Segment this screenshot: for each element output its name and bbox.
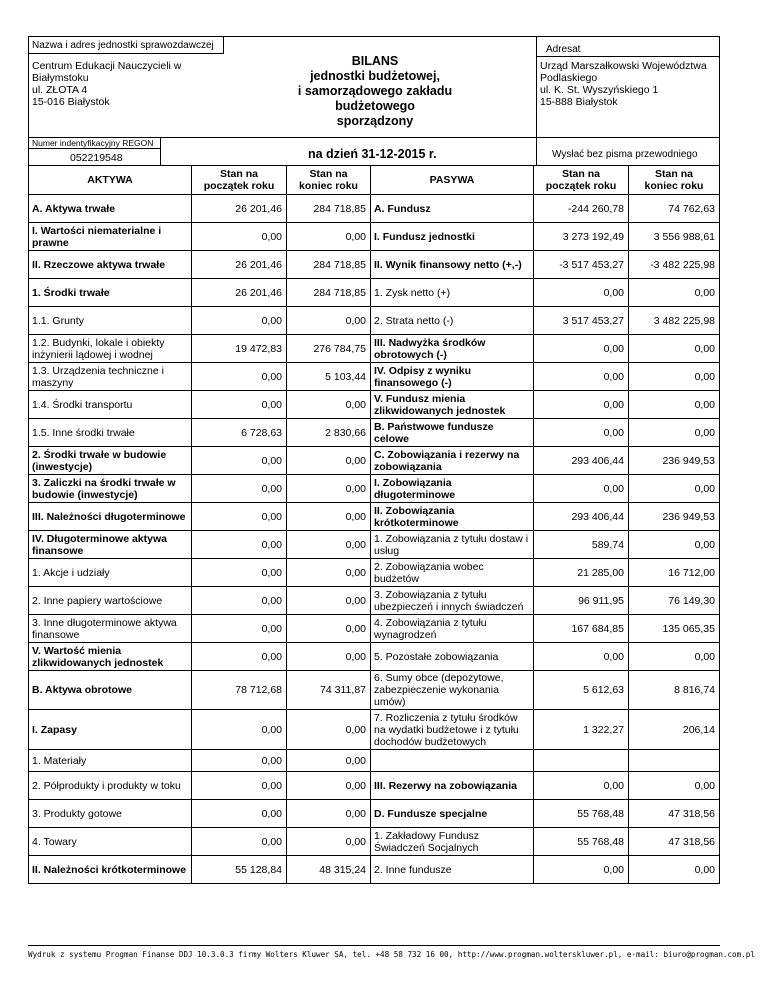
pasywa-end-value: -3 482 225,98 (629, 251, 720, 279)
pasywa-cell: II. Zobowiązania krótkoterminowe (371, 503, 534, 531)
aktywa-start-value: 0,00 (192, 828, 287, 856)
aktywa-cell: 3. Inne długoterminowe aktywa finansowe (29, 615, 192, 643)
aktywa-cell: A. Aktywa trwałe (29, 195, 192, 223)
aktywa-start-value: 0,00 (192, 307, 287, 335)
pasywa-cell: I. Fundusz jednostki (371, 223, 534, 251)
date-line: na dzień 31-12-2015 r. (308, 147, 437, 161)
aktywa-start-value: 55 128,84 (192, 856, 287, 884)
pasywa-cell: A. Fundusz (371, 195, 534, 223)
aktywa-start-value: 0,00 (192, 615, 287, 643)
aktywa-cell: V. Wartość mienia zlikwidowanych jednostek (29, 643, 192, 671)
pasywa-start-value: 3 273 192,49 (534, 223, 629, 251)
aktywa-start-value: 0,00 (192, 800, 287, 828)
pasywa-end-value: 0,00 (629, 335, 720, 363)
pasywa-end-value: 0,00 (629, 363, 720, 391)
pasywa-cell: 2. Zobowiązania wobec budżetów (371, 559, 534, 587)
table-row (29, 503, 720, 531)
pasywa-cell: C. Zobowiązania i rezerwy na zobowiązania (371, 447, 534, 475)
aktywa-cell: 1. Materiały (29, 750, 192, 772)
table-row (29, 195, 720, 223)
aktywa-cell: 4. Towary (29, 828, 192, 856)
pasywa-start-value: 293 406,44 (534, 447, 629, 475)
aktywa-cell: II. Należności krótkoterminowe (29, 856, 192, 884)
pasywa-start-value: 0,00 (534, 419, 629, 447)
aktywa-end-value: 0,00 (287, 503, 371, 531)
pasywa-cell: 4. Zobowiązania z tytułu wynagrodzeń (371, 615, 534, 643)
aktywa-cell: 3. Produkty gotowe (29, 800, 192, 828)
pasywa-end-value: 16 712,00 (629, 559, 720, 587)
aktywa-end-value: 74 311,87 (287, 671, 371, 710)
aktywa-start-value: 0,00 (192, 750, 287, 772)
table-row (29, 772, 720, 800)
aktywa-end-value: 0,00 (287, 391, 371, 419)
pasywa-start-value: 0,00 (534, 643, 629, 671)
aktywa-cell: 2. Półprodukty i produkty w toku (29, 772, 192, 800)
table-row (29, 279, 720, 307)
pasywa-cell: IV. Odpisy z wyniku finansowego (-) (371, 363, 534, 391)
pasywa-cell: 2. Strata netto (-) (371, 307, 534, 335)
aktywa-end-value: 0,00 (287, 475, 371, 503)
pasywa-start-value: 167 684,85 (534, 615, 629, 643)
aktywa-end-value: 284 718,85 (287, 251, 371, 279)
col-end2: Stan na koniec roku (629, 166, 720, 195)
pasywa-cell: 1. Zakładowy Fundusz Świadczeń Socjalnych (371, 828, 534, 856)
aktywa-end-value: 0,00 (287, 643, 371, 671)
pasywa-end-value: 0,00 (629, 475, 720, 503)
table-row (29, 710, 720, 750)
aktywa-start-value: 0,00 (192, 710, 287, 750)
aktywa-cell: 1. Środki trwałe (29, 279, 192, 307)
table-row (29, 750, 720, 772)
pasywa-end-value: 47 318,56 (629, 800, 720, 828)
aktywa-start-value: 26 201,46 (192, 195, 287, 223)
aktywa-start-value: 6 728,63 (192, 419, 287, 447)
divider (536, 56, 720, 57)
pasywa-end-value: 236 949,53 (629, 447, 720, 475)
pasywa-start-value: -3 517 453,27 (534, 251, 629, 279)
pasywa-end-value: 0,00 (629, 531, 720, 559)
table-row (29, 419, 720, 447)
table-row (29, 856, 720, 884)
aktywa-cell: 1.2. Budynki, lokale i obiekty inżynierii lądowej i wodnej (29, 335, 192, 363)
pasywa-end-value: 0,00 (629, 391, 720, 419)
table-row (29, 307, 720, 335)
pasywa-end-value: 0,00 (629, 643, 720, 671)
col-pasywa: PASYWA (371, 166, 534, 195)
aktywa-cell: III. Należności długoterminowe (29, 503, 192, 531)
balance-table (28, 165, 720, 884)
pasywa-end-value: 76 149,30 (629, 587, 720, 615)
pasywa-cell: III. Rezerwy na zobowiązania (371, 772, 534, 800)
pasywa-start-value: 5 612,63 (534, 671, 629, 710)
pasywa-start-value: -244 260,78 (534, 195, 629, 223)
pasywa-cell: D. Fundusze specjalne (371, 800, 534, 828)
pasywa-end-value: 0,00 (629, 279, 720, 307)
aktywa-end-value: 0,00 (287, 800, 371, 828)
col-start2: Stan na początek roku (534, 166, 629, 195)
pasywa-start-value: 0,00 (534, 856, 629, 884)
pasywa-cell: 3. Zobowiązania z tytułu ubezpieczeń i innych świadczeń (371, 587, 534, 615)
aktywa-start-value: 0,00 (192, 223, 287, 251)
table-body (29, 195, 720, 884)
aktywa-start-value: 0,00 (192, 559, 287, 587)
pasywa-cell: V. Fundusz mienia zlikwidowanych jednostek (371, 391, 534, 419)
pasywa-cell: II. Wynik finansowy netto (+,-) (371, 251, 534, 279)
pasywa-start-value: 0,00 (534, 363, 629, 391)
pasywa-cell: 2. Inne fundusze (371, 856, 534, 884)
table-row (29, 251, 720, 279)
aktywa-end-value: 284 718,85 (287, 195, 371, 223)
aktywa-end-value: 284 718,85 (287, 279, 371, 307)
table-row (29, 643, 720, 671)
aktywa-start-value: 0,00 (192, 643, 287, 671)
divider (28, 148, 160, 149)
pasywa-end-value: 135 065,35 (629, 615, 720, 643)
aktywa-start-value: 0,00 (192, 447, 287, 475)
regon-label: Numer indentyfikacyjny REGON (32, 138, 154, 148)
aktywa-start-value: 0,00 (192, 503, 287, 531)
aktywa-start-value: 0,00 (192, 363, 287, 391)
table-row (29, 335, 720, 363)
aktywa-end-value: 0,00 (287, 447, 371, 475)
aktywa-end-value: 0,00 (287, 772, 371, 800)
table-row (29, 531, 720, 559)
aktywa-start-value: 26 201,46 (192, 251, 287, 279)
pasywa-end-value: 206,14 (629, 710, 720, 750)
table-row (29, 447, 720, 475)
table-row (29, 475, 720, 503)
aktywa-cell: 1.4. Środki transportu (29, 391, 192, 419)
aktywa-start-value: 0,00 (192, 587, 287, 615)
pasywa-end-value: 3 482 225,98 (629, 307, 720, 335)
pasywa-end-value: 0,00 (629, 772, 720, 800)
col-start: Stan na początek roku (192, 166, 287, 195)
pasywa-start-value: 1 322,27 (534, 710, 629, 750)
aktywa-start-value: 78 712,68 (192, 671, 287, 710)
footer-note: Wydruk z systemu Progman Finanse DDJ 10.3.0.3 firmy Wolters Kluwer SA, tel. +48 58 732 16 00, http://www.progman.wolterskluwer.pl, e-mail: biuro@progman.com.pl (28, 945, 720, 959)
table-row (29, 615, 720, 643)
pasywa-start-value: 0,00 (534, 335, 629, 363)
table-row (29, 587, 720, 615)
reporting-label: Nazwa i adres jednostki sprawozdawczej (32, 40, 214, 51)
aktywa-cell: 2. Środki trwałe w budowie (inwestycje) (29, 447, 192, 475)
aktywa-cell: 1. Akcje i udziały (29, 559, 192, 587)
aktywa-end-value: 276 784,75 (287, 335, 371, 363)
aktywa-start-value: 0,00 (192, 772, 287, 800)
pasywa-start-value: 293 406,44 (534, 503, 629, 531)
pasywa-start-value: 55 768,48 (534, 828, 629, 856)
pasywa-cell: 6. Sumy obce (depozytowe, zabezpieczenie wykonania umów) (371, 671, 534, 710)
pasywa-cell: 5. Pozostałe zobowiązania (371, 643, 534, 671)
aktywa-cell: II. Rzeczowe aktywa trwałe (29, 251, 192, 279)
table-row (29, 363, 720, 391)
pasywa-start-value: 0,00 (534, 772, 629, 800)
aktywa-cell: 1.3. Urządzenia techniczne i maszyny (29, 363, 192, 391)
aktywa-cell: 2. Inne papiery wartościowe (29, 587, 192, 615)
aktywa-end-value: 0,00 (287, 531, 371, 559)
table-row (29, 828, 720, 856)
pasywa-cell: B. Państwowe fundusze celowe (371, 419, 534, 447)
aktywa-end-value: 0,00 (287, 615, 371, 643)
aktywa-start-value: 0,00 (192, 391, 287, 419)
document-title: BILANS jednostki budżetowej, i samorządowego zakładu budżetowego sporządzony (297, 54, 453, 128)
aktywa-cell: I. Zapasy (29, 710, 192, 750)
pasywa-end-value: 0,00 (629, 856, 720, 884)
send-note: Wysłać bez pisma przewodniego (552, 149, 698, 160)
pasywa-end-value (629, 750, 720, 772)
aktywa-end-value: 0,00 (287, 223, 371, 251)
pasywa-start-value: 55 768,48 (534, 800, 629, 828)
pasywa-cell: 7. Rozliczenia z tytułu środków na wydatki budżetowe i z tytułu dochodów budżetowych (371, 710, 534, 750)
col-end: Stan na koniec roku (287, 166, 371, 195)
pasywa-start-value: 0,00 (534, 475, 629, 503)
aktywa-start-value: 0,00 (192, 475, 287, 503)
recipient: Urząd Marszałkowski Województwa Podlaskiego ul. K. St. Wyszyńskiego 1 15-888 Białystok (540, 60, 707, 108)
pasywa-cell: III. Nadwyżka środków obrotowych (-) (371, 335, 534, 363)
pasywa-end-value: 0,00 (629, 419, 720, 447)
aktywa-end-value: 2 830,66 (287, 419, 371, 447)
table-row (29, 559, 720, 587)
pasywa-start-value: 589,74 (534, 531, 629, 559)
pasywa-start-value: 3 517 453,27 (534, 307, 629, 335)
pasywa-cell: 1. Zysk netto (+) (371, 279, 534, 307)
aktywa-end-value: 0,00 (287, 750, 371, 772)
aktywa-cell: 1.5. Inne środki trwałe (29, 419, 192, 447)
aktywa-end-value: 0,00 (287, 307, 371, 335)
pasywa-cell: 1. Zobowiązania z tytułu dostaw i usług (371, 531, 534, 559)
pasywa-end-value: 47 318,56 (629, 828, 720, 856)
unit-name: Centrum Edukacji Nauczycieli w Białymstoku ul. ZŁOTA 4 15-016 Białystok (32, 60, 182, 108)
table-row (29, 800, 720, 828)
divider (160, 137, 161, 166)
pasywa-end-value: 74 762,63 (629, 195, 720, 223)
aktywa-end-value: 5 103,44 (287, 363, 371, 391)
table-row (29, 223, 720, 251)
col-aktywa: AKTYWA (29, 166, 192, 195)
aktywa-start-value: 26 201,46 (192, 279, 287, 307)
pasywa-cell: I. Zobowiązania długoterminowe (371, 475, 534, 503)
pasywa-start-value (534, 750, 629, 772)
aktywa-end-value: 0,00 (287, 828, 371, 856)
pasywa-start-value: 96 911,95 (534, 587, 629, 615)
aktywa-start-value: 0,00 (192, 531, 287, 559)
pasywa-start-value: 0,00 (534, 391, 629, 419)
pasywa-end-value: 8 816,74 (629, 671, 720, 710)
pasywa-start-value: 0,00 (534, 279, 629, 307)
aktywa-end-value: 0,00 (287, 559, 371, 587)
regon-number: 052219548 (70, 152, 123, 164)
aktywa-cell: IV. Długoterminowe aktywa finansowe (29, 531, 192, 559)
aktywa-cell: B. Aktywa obrotowe (29, 671, 192, 710)
aktywa-cell: I. Wartości niematerialne i prawne (29, 223, 192, 251)
pasywa-end-value: 236 949,53 (629, 503, 720, 531)
table-row (29, 671, 720, 710)
aktywa-end-value: 0,00 (287, 710, 371, 750)
aktywa-start-value: 19 472,83 (192, 335, 287, 363)
aktywa-end-value: 0,00 (287, 587, 371, 615)
aktywa-cell: 1.1. Grunty (29, 307, 192, 335)
pasywa-cell (371, 750, 534, 772)
pasywa-start-value: 21 285,00 (534, 559, 629, 587)
aktywa-cell: 3. Zaliczki na środki trwałe w budowie (inwestycje) (29, 475, 192, 503)
aktywa-end-value: 48 315,24 (287, 856, 371, 884)
pasywa-end-value: 3 556 988,61 (629, 223, 720, 251)
recipient-label: Adresat (546, 44, 581, 55)
table-row (29, 391, 720, 419)
